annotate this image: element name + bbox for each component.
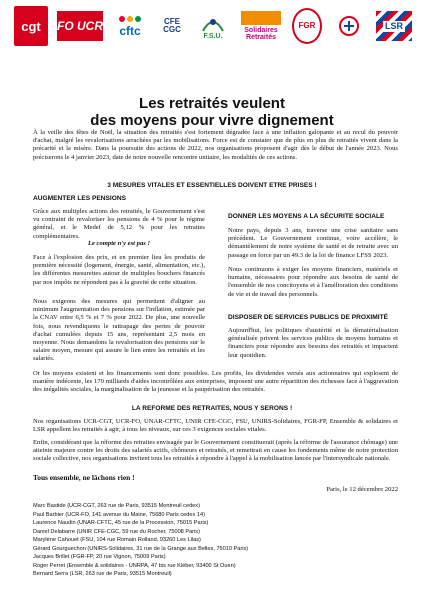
pensions-heading: AUGMENTER LES PENSIONS — [33, 195, 127, 202]
signatory-4: Daniel Delabarre (UNIR CFE-CGC, 59 rue du Rocher, 75008 Paris) — [33, 528, 200, 535]
signatory-1: Marc Bastide (UCR-CGT, 263 rue de Paris, 93515 Montreuil cedex) — [33, 503, 200, 509]
secu-heading: DONNER LES MOYENS A LA SÉCURITE SOCIALE — [228, 213, 385, 220]
fsu-logo: F.S.U. — [196, 7, 230, 45]
solidaires-logo: Solidaires Retraités — [239, 8, 283, 44]
date-place: Paris, le 12 décembre 2022 — [326, 486, 398, 493]
signatory-3: Laurence Naudin (UNAR-CFTC, 45 rue de la Procession, 75015 Paris) — [33, 520, 209, 526]
reforme-p2: Enfin, considérant que la réforme des retraites envisagée par le Gouvernement constituerait (après la réforme de l'assurance chômage) une atteinte majeure contre les droits des salariés actifs, chômeurs et retraités, et remettrait en cause les fondements même de notre protection sociale collective, nos organisations invitent tous les retraités à répondre à l'appel à la mobilisation lancée par l'intersyndicale nationale. — [33, 439, 398, 463]
financement-paragraph: Or les moyens existent et les financements sont donc possibles. Les profits, les dividendes versés aux actionnaires qui explosent de manière indécente, les 170 milliards d'aides incontrôlées aux entreprises, imposent une autre répartition des richesses face à l'aggravation des inégalités sociales, la marginalisation de la jeunesse et la paupérisation des retraités. — [33, 370, 398, 394]
closing-slogan: Tous ensemble, ne lâchons rien ! — [33, 473, 135, 482]
services-heading: DISPOSER DE SERVICES PUBLICS DE PROXIMITÉ — [228, 314, 388, 321]
logo-banner — [14, 4, 412, 48]
cftc-logo: cftc — [112, 7, 148, 45]
cfe-cgc-logo: CFE CGC — [163, 17, 181, 34]
reforme-heading: LA REFORME DES RETRAITES, NOUS Y SERONS ! — [131, 405, 293, 412]
pensions-p1: Grâce aux multiples actions des retraités, le Gouvernement s'est vu contraint de revaloriser les pensions de 4 % pour le régime général, et le Medef de 5,12 % pour les retraites complémentaires. — [33, 208, 205, 240]
pensions-p3: Nous exigeons des mesures qui permettent d'aligner au minimum l'augmentation des pensions sur l'inflation, estimée par la CNAV entre 6,5 % et 7 % pour 2022. De plus, une nouvelle fois, nous revendiquons le rattrapage des pertes de pouvoir d'achat cumulées depuis 15 ans, représentant 2,5 mois en moyenne. Nous demandons la revalorisation des pensions sur le salaire moyen, mesure qui assure le lien entre les retraités et les salariés. — [33, 298, 205, 363]
secu-p2: Nous continuons à exiger les moyens financiers, matériels et humains, nécessaires pour répondre aux besoins de santé de l'ensemble de nos concitoyens et à l'amélioration des conditions de vie et de travail des personnels. — [228, 266, 398, 298]
signatory-7: Jacques Brillet (FGR-FP, 20 rue Vignon, 75009 Paris) — [33, 554, 166, 560]
signatory-2: Paul Barbier (UCR-FO, 141 avenue du Maine, 75680 Paris cedex 14) — [33, 511, 205, 518]
lsr-logo: LSR — [376, 11, 412, 41]
signatory-6: Gérard Gourguechon (UNIRS-Solidaires, 31 rue de la Grange aux Belles, 75010 Paris) — [33, 545, 249, 552]
title-line-2: des moyens pour vivre dignement — [90, 112, 334, 129]
page-title — [0, 95, 424, 129]
cgt-logo: cgt — [14, 6, 48, 46]
signatory-9: Bernard Serra (LSR, 263 rue de Paris, 93515 Montreuil) — [33, 571, 172, 577]
reforme-p1: Nos organisations UCR-CGT, UCR-FO, UNAR-CFTC, UNIR CFE-CGC, FSU, UNIRS-Solidaires, FGR-FP, Ensemble & solidaires et LSR appellent les retraités à agir, à tous les niveaux, sur ces 3 exigences sociales vitales. — [33, 418, 398, 434]
ensemble-solidaires-logo — [331, 8, 367, 44]
signatory-5: Marylène Cahouet (FSU, 104 rue Romain Rolland, 93260 Les Lilas) — [33, 537, 201, 543]
compte-statement: Le compte n'y est pas ! — [87, 240, 151, 247]
pensions-p2: Face à l'explosion des prix, et en premier lieu les produits de première nécessité (logement, énergie, santé, alimentation, etc.), les différentes mesurettes autour de multiples bouchers financés par nos impôts ne répondent pas à la gravité de cette situation. — [33, 254, 205, 286]
intro-paragraph: À la veille des fêtes de Noël, la situation des retraités s'est fortement dégradée face à une inflation galopante et au recul du pouvoir d'achat, malgré les revalorisations arrachées par les mobilisations. Force est de constater que de plus en plus de retraités vivent dans la précarité et la misère. Dans la poursuite des actions de 2022, nos organisations proposent d'agir dès le début de l'année 2023. Nous préciserons le 4 janvier 2023, date de notre nouvelle rencontre unitaire, les modalités de ces actions. — [33, 129, 398, 161]
fgr-fp-logo: FGR — [292, 8, 322, 44]
mesures-heading: 3 MESURES VITALES ET ESSENTIELLES DOIVENT ETRE PRISES ! — [107, 182, 317, 189]
title-line-1: Les retraités veulent — [139, 95, 285, 112]
signatory-8: Roger Perret (Ensemble & solidaires - UNRPA, 47 bis rue Kléber, 93400 St Ouen) — [33, 562, 236, 569]
fo-ucr-logo: FO UCR — [57, 11, 103, 41]
secu-p1: Notre pays, depuis 3 ans, traverse une crise sanitaire sans précédent. Le Gouvernement continue, voire accélère, le démantèlement de notre système de santé et de retraite avec un passage en force par un 49.3 de la loi de finance LFSS 2023. — [228, 227, 398, 259]
services-p: Aujourd'hui, les politiques d'austérité et la dématérialisation généralisée privent les services publics de moyens humains et financiers pour répondre aux besoins des retraités et impactent leur quotidien. — [228, 327, 398, 359]
